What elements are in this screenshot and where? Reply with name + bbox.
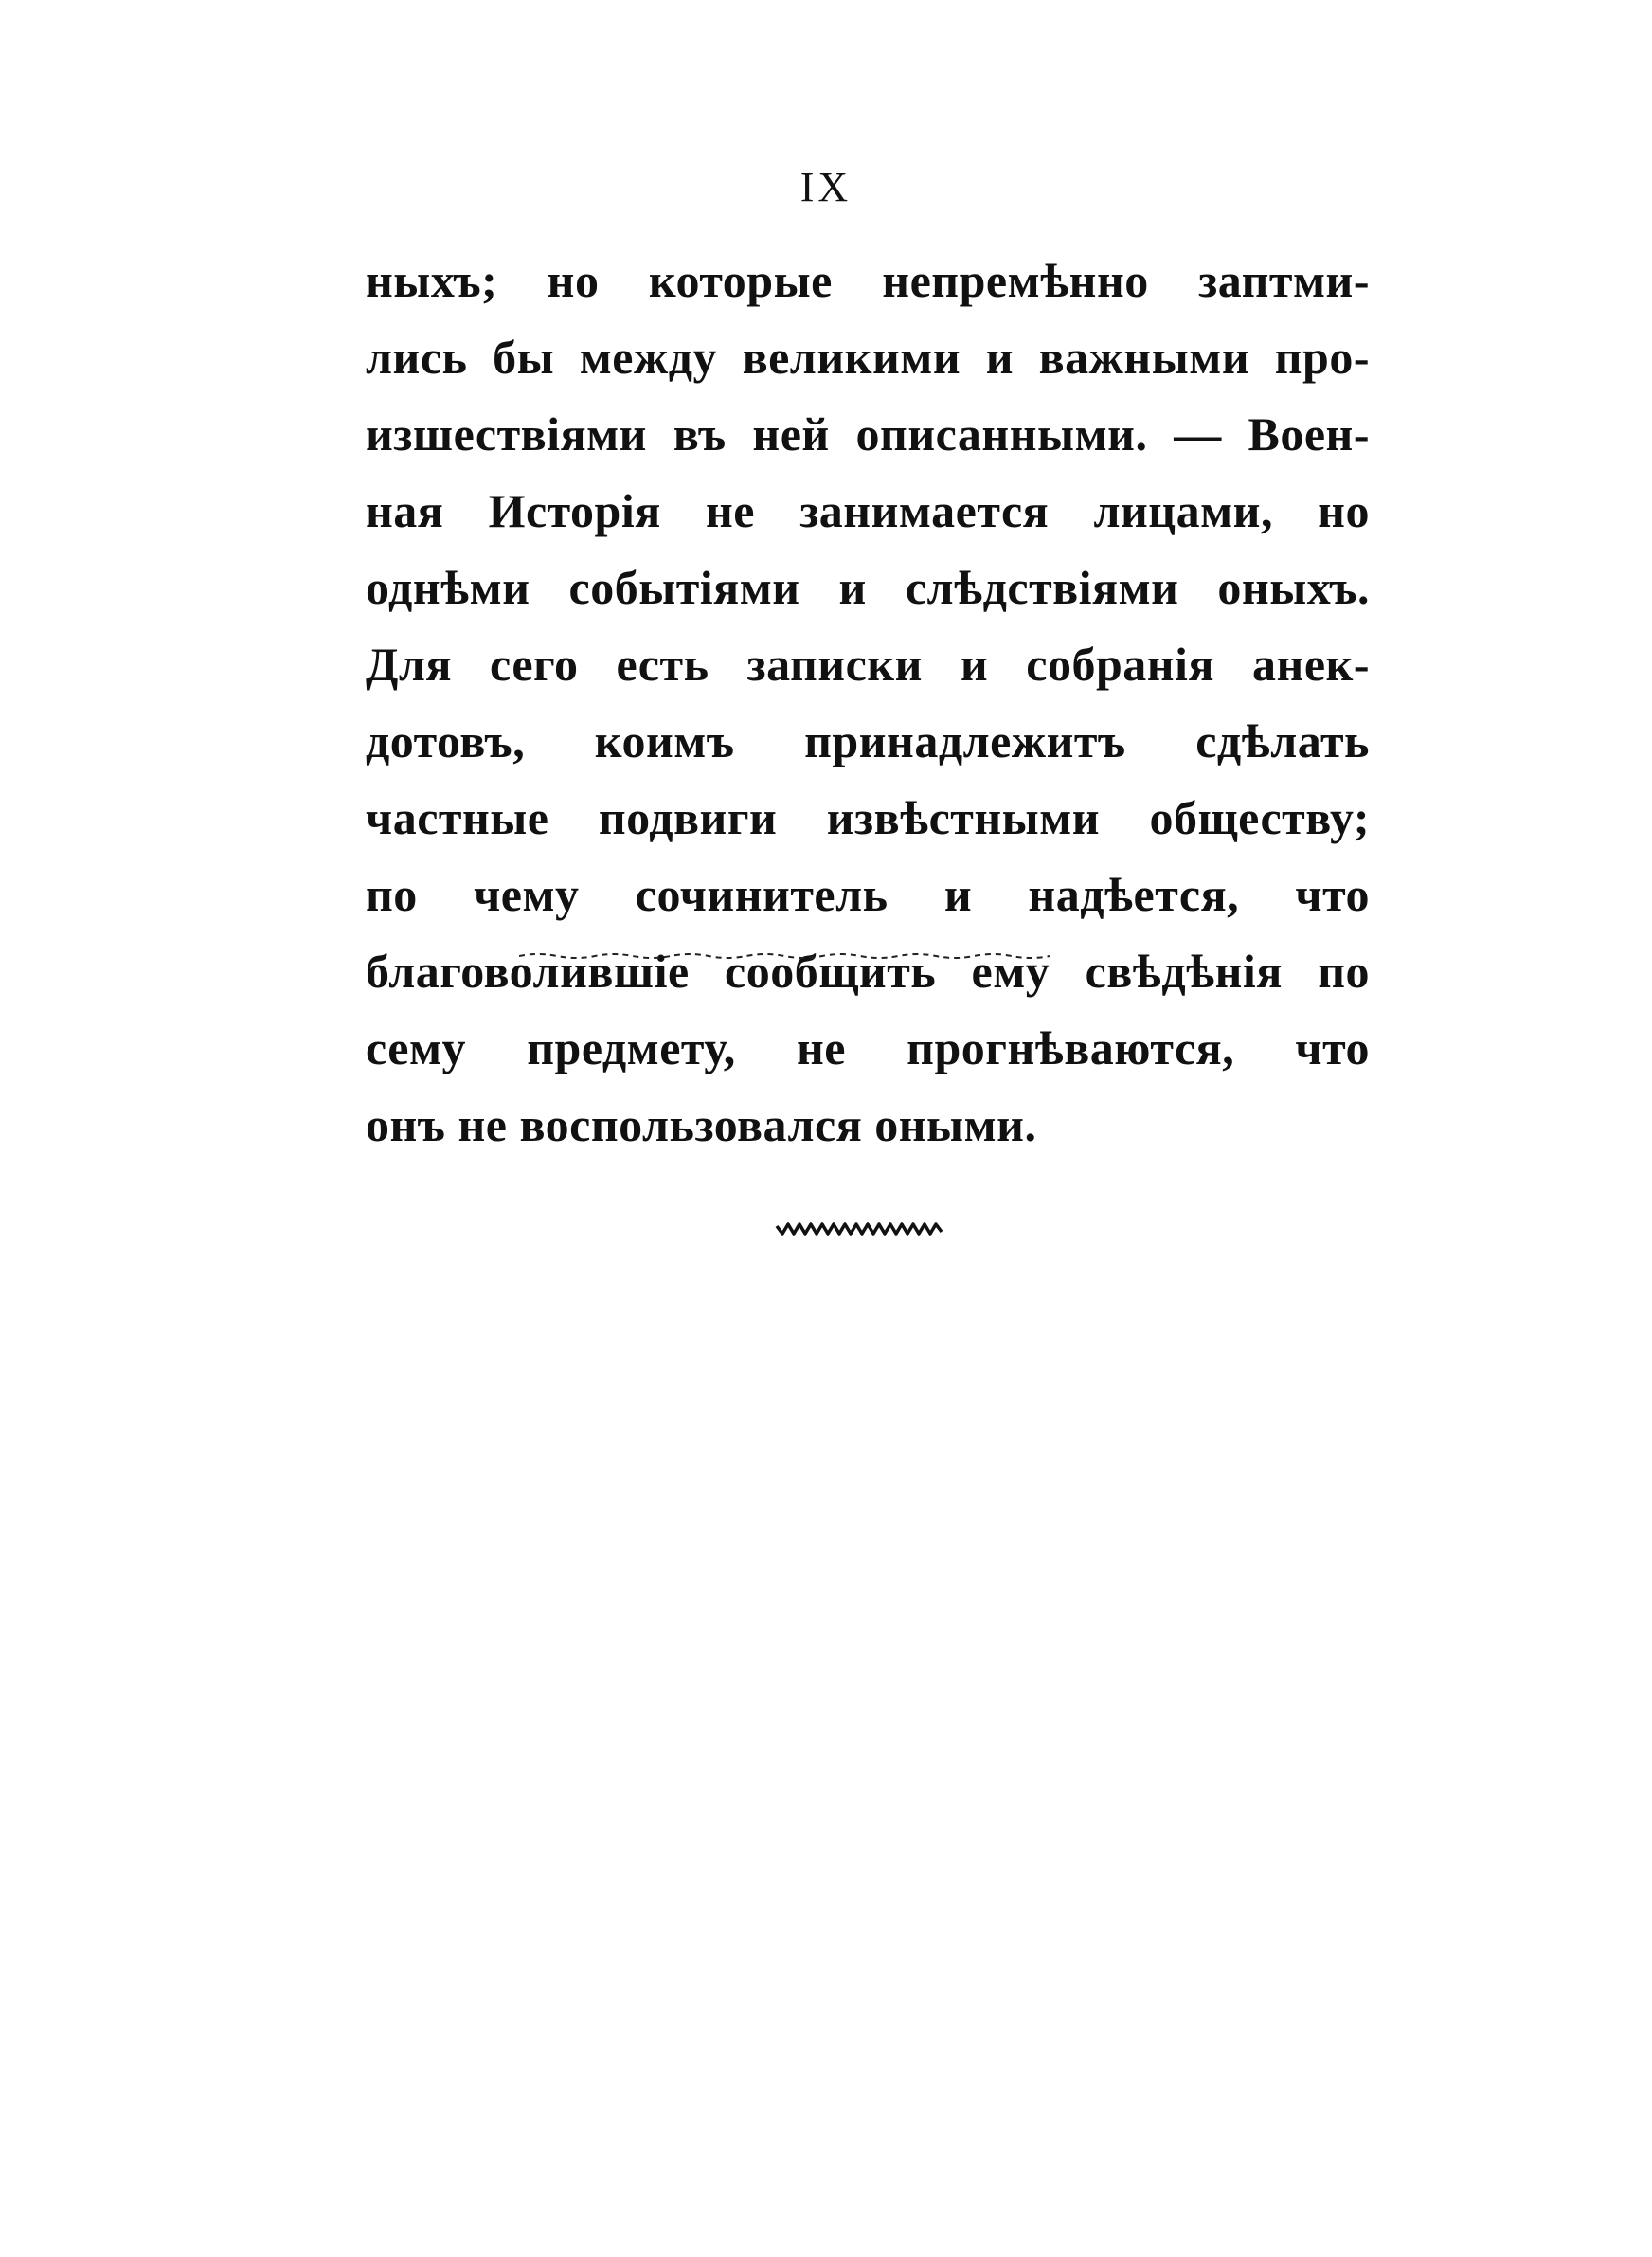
wavy-rule-ornament-icon xyxy=(775,1219,945,1237)
text-line: дотовъ, коимъ принадлежитъ сдѣлать xyxy=(366,714,1370,767)
text-line: ная Исторія не занимается лицами, но xyxy=(366,484,1370,537)
text-line: однѣми событіями и слѣдствіями оныхъ. xyxy=(366,561,1370,614)
text-line: изшествіями въ ней описанными. — Воен- xyxy=(366,407,1370,460)
text-line: онъ не воспользовался оными. xyxy=(366,1098,1037,1151)
text-line: лись бы между великими и важными про- xyxy=(366,331,1370,384)
text-line: сему предмету, не прогнѣваются, что xyxy=(366,1021,1370,1074)
body-text xyxy=(366,243,1370,1164)
page-number: IX xyxy=(799,164,853,210)
text-line: ныхъ; но которые непремѣнно заптми- xyxy=(366,254,1370,307)
scan-scratch-mark xyxy=(519,950,1068,962)
text-line: Для сего есть записки и собранія анек- xyxy=(366,638,1370,691)
text-line: частные подвиги извѣстными обществу; xyxy=(366,791,1370,844)
text-line: по чему сочинитель и надѣется, что xyxy=(366,868,1370,921)
text-line: благоволившіе сообщить ему свѣдѣнія по xyxy=(366,945,1370,998)
